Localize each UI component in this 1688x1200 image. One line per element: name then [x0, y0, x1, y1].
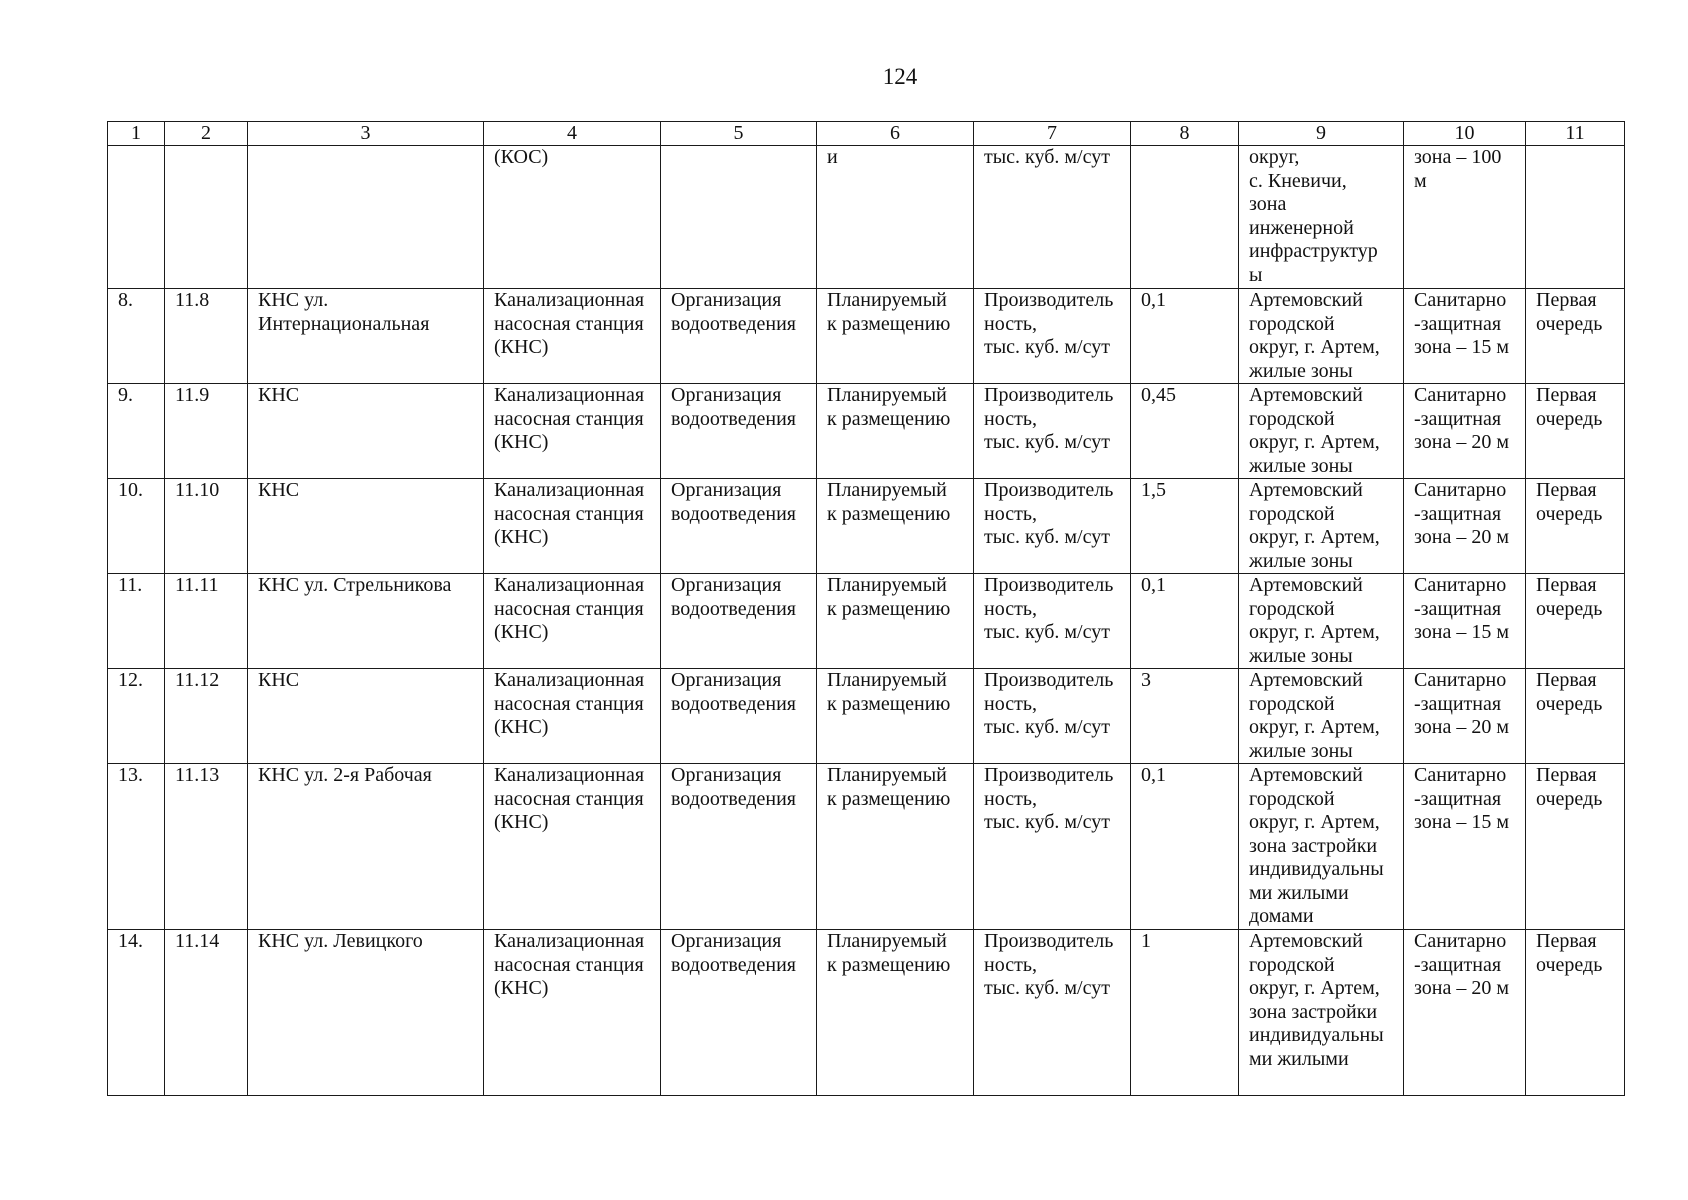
table-row: [108, 384, 1625, 479]
cell-status: Планируемый к размещению: [817, 479, 974, 574]
cell-value: 0,1: [1131, 574, 1239, 669]
cell-purpose: Организация водоотведения: [661, 289, 817, 384]
cell-type: Канализационная насосная станция (КНС): [484, 289, 661, 384]
cell-name: КНС: [248, 479, 484, 574]
cell-code: 11.11: [165, 574, 248, 669]
cell-value: 0,45: [1131, 384, 1239, 479]
cell-location: Артемовский городской округ, г. Артем, жилые зоны: [1239, 479, 1404, 574]
column-number: 6: [817, 122, 974, 146]
cell-code: 11.8: [165, 289, 248, 384]
cell-purpose: Организация водоотведения: [661, 574, 817, 669]
cell-name: КНС ул. Левицкого: [248, 930, 484, 1096]
table-row: [108, 930, 1625, 1096]
cell-stage: Первая очередь: [1526, 384, 1625, 479]
cell-parameter: тыс. куб. м/сут: [974, 146, 1131, 289]
cell-purpose: Организация водоотведения: [661, 764, 817, 930]
cell-type: Канализационная насосная станция (КНС): [484, 764, 661, 930]
table-row: [108, 574, 1625, 669]
column-number: 4: [484, 122, 661, 146]
cell-name: КНС ул. Стрельникова: [248, 574, 484, 669]
cell-zone: Санитарно -защитная зона – 20 м: [1404, 384, 1526, 479]
cell-status: Планируемый к размещению: [817, 930, 974, 1096]
table-row: [108, 669, 1625, 764]
cell-parameter: Производитель ность, тыс. куб. м/сут: [974, 479, 1131, 574]
cell-purpose: Организация водоотведения: [661, 479, 817, 574]
cell-row-number: 9.: [108, 384, 165, 479]
cell-row-number: 8.: [108, 289, 165, 384]
cell-parameter: Производитель ность, тыс. куб. м/сут: [974, 289, 1131, 384]
cell-location: Артемовский городской округ, г. Артем, жилые зоны: [1239, 669, 1404, 764]
cell-value: 1: [1131, 930, 1239, 1096]
cell-type: (КОС): [484, 146, 661, 289]
cell-location: Артемовский городской округ, г. Артем, жилые зоны: [1239, 384, 1404, 479]
cell-code: 11.13: [165, 764, 248, 930]
cell-code: 11.9: [165, 384, 248, 479]
cell-status: Планируемый к размещению: [817, 384, 974, 479]
table-row: [108, 289, 1625, 384]
cell-name: КНС: [248, 384, 484, 479]
cell-name: КНС: [248, 669, 484, 764]
cell-value: 0,1: [1131, 764, 1239, 930]
cell-parameter: Производитель ность, тыс. куб. м/сут: [974, 574, 1131, 669]
cell-location: округ, с. Кневичи, зона инженерной инфраструктур ы: [1239, 146, 1404, 289]
cell-purpose: Организация водоотведения: [661, 930, 817, 1096]
cell-parameter: Производитель ность, тыс. куб. м/сут: [974, 764, 1131, 930]
cell-purpose: [661, 146, 817, 289]
table-row: [108, 479, 1625, 574]
cell-status: Планируемый к размещению: [817, 574, 974, 669]
cell-purpose: Организация водоотведения: [661, 669, 817, 764]
cell-status: Планируемый к размещению: [817, 764, 974, 930]
column-number: 11: [1526, 122, 1625, 146]
cell-row-number: 14.: [108, 930, 165, 1096]
cell-zone: Санитарно -защитная зона – 15 м: [1404, 574, 1526, 669]
cell-name: КНС ул. Интернациональная: [248, 289, 484, 384]
cell-type: Канализационная насосная станция (КНС): [484, 574, 661, 669]
table-row: [108, 146, 1625, 289]
table-row: [108, 764, 1625, 930]
cell-value: 1,5: [1131, 479, 1239, 574]
cell-row-number: 11.: [108, 574, 165, 669]
cell-zone: Санитарно -защитная зона – 15 м: [1404, 289, 1526, 384]
cell-value: 3: [1131, 669, 1239, 764]
cell-stage: Первая очередь: [1526, 479, 1625, 574]
cell-row-number: 13.: [108, 764, 165, 930]
cell-zone: Санитарно -защитная зона – 20 м: [1404, 930, 1526, 1096]
cell-location: Артемовский городской округ, г. Артем, жилые зоны: [1239, 289, 1404, 384]
cell-location: Артемовский городской округ, г. Артем, зона застройки индивидуальны ми жилыми: [1239, 930, 1404, 1096]
cell-name: КНС ул. 2-я Рабочая: [248, 764, 484, 930]
cell-zone: Санитарно -защитная зона – 20 м: [1404, 479, 1526, 574]
cell-code: [165, 146, 248, 289]
cell-purpose: Организация водоотведения: [661, 384, 817, 479]
cell-row-number: 10.: [108, 479, 165, 574]
page-number: 124: [882, 64, 918, 89]
cell-row-number: 12.: [108, 669, 165, 764]
cell-stage: [1526, 146, 1625, 289]
cell-code: 11.14: [165, 930, 248, 1096]
cell-stage: Первая очередь: [1526, 574, 1625, 669]
column-number: 2: [165, 122, 248, 146]
cell-type: Канализационная насосная станция (КНС): [484, 384, 661, 479]
facilities-table: [107, 121, 1625, 1096]
cell-type: Канализационная насосная станция (КНС): [484, 669, 661, 764]
cell-name: [248, 146, 484, 289]
cell-code: 11.10: [165, 479, 248, 574]
cell-location: Артемовский городской округ, г. Артем, зона застройки индивидуальны ми жилыми домами: [1239, 764, 1404, 930]
cell-code: 11.12: [165, 669, 248, 764]
cell-status: и: [817, 146, 974, 289]
cell-value: 0,1: [1131, 289, 1239, 384]
cell-location: Артемовский городской округ, г. Артем, жилые зоны: [1239, 574, 1404, 669]
cell-stage: Первая очередь: [1526, 289, 1625, 384]
cell-parameter: Производитель ность, тыс. куб. м/сут: [974, 930, 1131, 1096]
column-number: 7: [974, 122, 1131, 146]
cell-zone: зона – 100 м: [1404, 146, 1526, 289]
column-number-row: [108, 122, 1625, 146]
cell-parameter: Производитель ность, тыс. куб. м/сут: [974, 669, 1131, 764]
column-number: 5: [661, 122, 817, 146]
cell-row-number: [108, 146, 165, 289]
cell-stage: Первая очередь: [1526, 930, 1625, 1096]
cell-value: [1131, 146, 1239, 289]
cell-stage: Первая очередь: [1526, 764, 1625, 930]
cell-type: Канализационная насосная станция (КНС): [484, 930, 661, 1096]
column-number: 8: [1131, 122, 1239, 146]
column-number: 3: [248, 122, 484, 146]
column-number: 10: [1404, 122, 1526, 146]
cell-status: Планируемый к размещению: [817, 669, 974, 764]
column-number: 9: [1239, 122, 1404, 146]
cell-parameter: Производитель ность, тыс. куб. м/сут: [974, 384, 1131, 479]
column-number: 1: [108, 122, 165, 146]
cell-zone: Санитарно -защитная зона – 20 м: [1404, 669, 1526, 764]
cell-type: Канализационная насосная станция (КНС): [484, 479, 661, 574]
cell-status: Планируемый к размещению: [817, 289, 974, 384]
cell-stage: Первая очередь: [1526, 669, 1625, 764]
cell-zone: Санитарно -защитная зона – 15 м: [1404, 764, 1526, 930]
